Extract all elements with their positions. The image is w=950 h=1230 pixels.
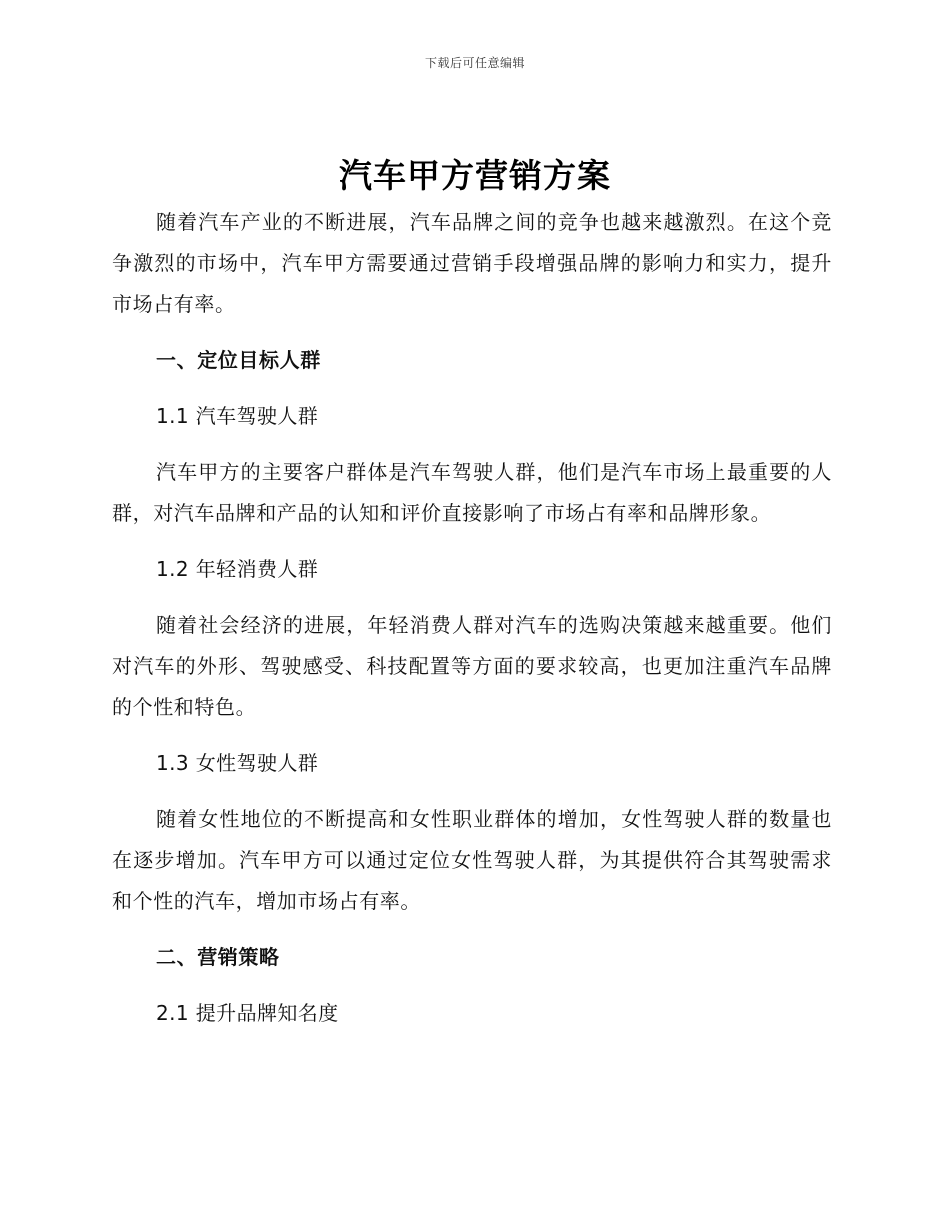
- subheading-young-consumers: 1.2 年轻消费人群: [156, 557, 319, 581]
- document-title: 汽车甲方营销方案: [339, 156, 611, 195]
- paragraph-female-drivers: 随着女性地位的不断提高和女性职业群体的增加，女性驾驶人群的数量也在逐步增加。汽车甲方可以通过定位女性驾驶人群，为其提供符合其驾驶需求和个性的汽车，增加市场占有率。: [112, 807, 832, 913]
- paragraph-drivers: 汽车甲方的主要客户群体是汽车驾驶人群，他们是汽车市场上最重要的人群，对汽车品牌和产品的认知和评价直接影响了市场占有率和品牌形象。: [112, 460, 832, 525]
- subheading-drivers: 1.1 汽车驾驶人群: [156, 404, 319, 428]
- paragraph-young-consumers: 随着社会经济的进展，年轻消费人群对汽车的选购决策越来越重要。他们对汽车的外形、驾驶感受、科技配置等方面的要求较高，也更加注重汽车品牌的个性和特色。: [112, 613, 832, 719]
- header-note: 下载后可任意编辑: [424, 56, 525, 70]
- intro-paragraph: 随着汽车产业的不断进展，汽车品牌之间的竞争也越来越激烈。在这个竞争激烈的市场中，汽车甲方需要通过营销手段增强品牌的影响力和实力，提升市场占有率。: [112, 210, 832, 316]
- document-body: [112, 202, 832, 1034]
- section-heading-target-audience: 一、定位目标人群: [156, 348, 321, 372]
- subheading-brand-awareness: 2.1 提升品牌知名度: [156, 1001, 339, 1025]
- section-heading-marketing-strategy: 二、营销策略: [156, 945, 280, 969]
- subheading-female-drivers: 1.3 女性驾驶人群: [156, 751, 319, 775]
